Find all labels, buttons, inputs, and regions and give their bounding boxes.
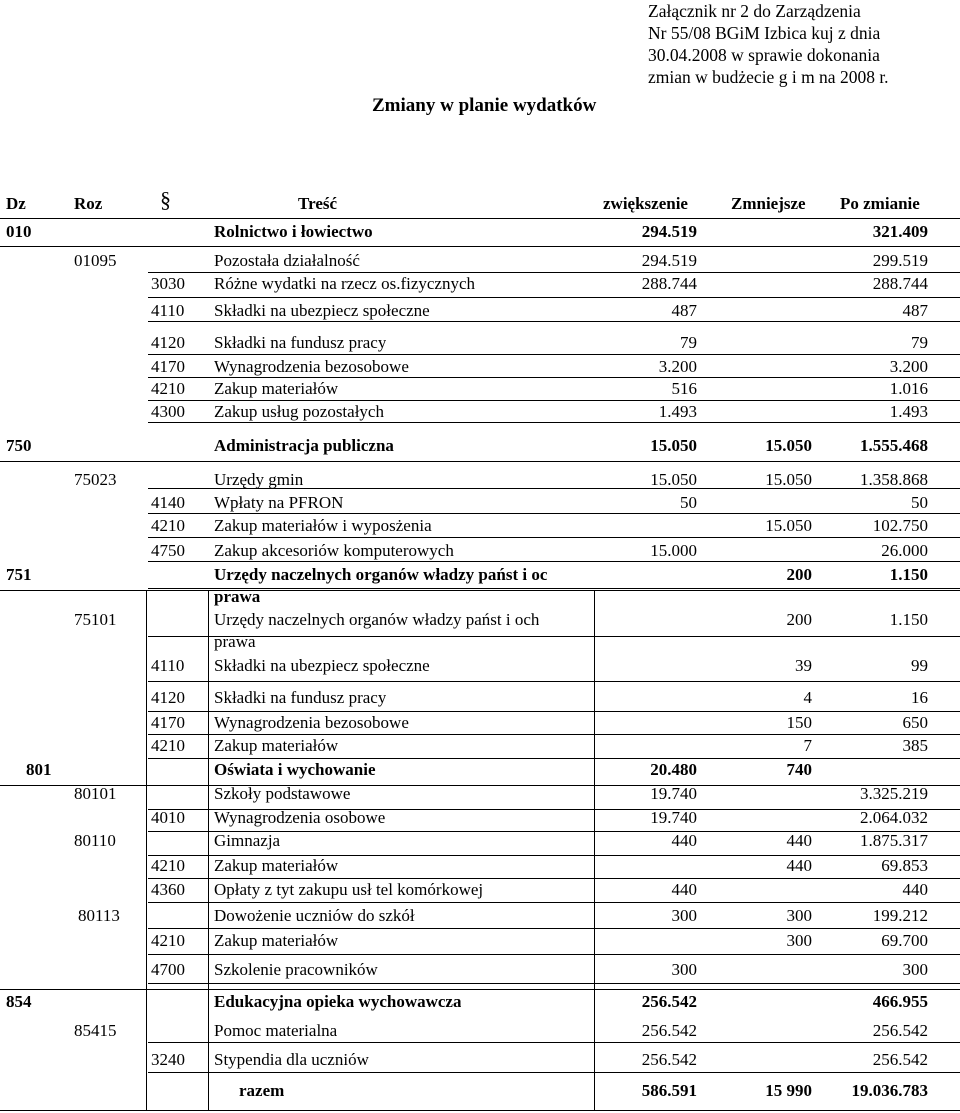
cell-zmniejsze: 200 (786, 565, 812, 584)
cell-tresc: Urzędy naczelnych organów władzy państ i och (214, 610, 540, 629)
cell-paragraph: 4700 (151, 960, 185, 979)
cell-zmniejsze: 300 (786, 906, 812, 925)
cell-po-zmianie: 256.542 (872, 1021, 928, 1040)
cell-roz: 80110 (74, 831, 116, 850)
annex-line: Nr 55/08 BGiM Izbica kuj z dnia (648, 23, 881, 43)
cell-po-zmianie: 16 (911, 688, 928, 707)
cell-zwiekszenie: 440 (671, 880, 697, 899)
cell-zmniejsze: 15.050 (765, 470, 812, 489)
row-rule (148, 377, 960, 378)
cell-paragraph: 4210 (151, 736, 185, 755)
cell-po-zmianie: 440 (902, 880, 928, 899)
cell-zwiekszenie: 300 (671, 906, 697, 925)
cell-paragraph: 4210 (151, 931, 185, 950)
cell-paragraph: 4120 (151, 333, 185, 352)
row-rule (148, 855, 960, 856)
row-rule (148, 681, 960, 682)
row-rule (148, 561, 960, 562)
cell-po-zmianie: 1.150 (889, 610, 928, 629)
cell-paragraph: 4120 (151, 688, 185, 707)
total-label: razem (239, 1081, 285, 1100)
cell-zwiekszenie: 15.000 (650, 541, 697, 560)
col-header-paragraph: § (160, 187, 171, 212)
cell-zmniejsze: 7 (803, 736, 812, 755)
cell-tresc: Oświata i wychowanie (214, 760, 376, 779)
cell-tresc: Administracja publiczna (214, 436, 394, 455)
cell-po-zmianie: 3.200 (889, 357, 928, 376)
cell-po-zmianie: 199.212 (872, 906, 928, 925)
cell-zmniejsze: 150 (786, 713, 812, 732)
cell-zmniejsze: 300 (786, 931, 812, 950)
cell-tresc: Dowożenie uczniów do szkół (214, 906, 415, 925)
total-po-zmianie: 19.036.783 (851, 1081, 928, 1100)
cell-zmniejsze: 15.050 (765, 516, 812, 535)
cell-paragraph: 4300 (151, 402, 185, 421)
cell-po-zmianie: 466.955 (872, 992, 928, 1011)
cell-po-zmianie: 321.409 (872, 222, 928, 241)
cell-po-zmianie: 102.750 (872, 516, 928, 535)
col-header-zwiekszenie: zwiększenie (603, 194, 688, 213)
cell-zwiekszenie: 1.493 (658, 402, 697, 421)
cell-po-zmianie: 79 (911, 333, 928, 352)
row-rule (148, 983, 960, 984)
cell-paragraph: 3240 (151, 1050, 185, 1069)
annex-line: Załącznik nr 2 do Zarządzenia (648, 1, 861, 21)
cell-tresc: Zakup akcesoriów komputerowych (214, 541, 454, 560)
cell-zmniejsze: 39 (795, 656, 812, 675)
cell-zmniejsze: 15.050 (765, 436, 812, 455)
cell-zwiekszenie: 487 (671, 301, 697, 320)
cell-tresc: Pomoc materialna (214, 1021, 338, 1040)
cell-zwiekszenie: 256.542 (641, 992, 697, 1011)
cell-dz: 750 (6, 436, 32, 455)
column-rule (146, 590, 147, 1110)
row-rule (148, 1042, 960, 1043)
cell-tresc: Szkolenie pracowników (214, 960, 378, 979)
cell-dz: 801 (26, 760, 52, 779)
row-rule (148, 488, 960, 489)
cell-zwiekszenie: 256.542 (641, 1021, 697, 1040)
cell-paragraph: 4210 (151, 516, 185, 535)
cell-paragraph: 4140 (151, 493, 185, 512)
cell-po-zmianie: 1.875.317 (860, 831, 928, 850)
cell-tresc: Gimnazja (214, 831, 281, 850)
cell-zwiekszenie: 294.519 (641, 251, 697, 270)
row-rule (0, 989, 960, 990)
cell-tresc: Składki na fundusz pracy (214, 688, 387, 707)
column-rule (594, 590, 595, 1110)
cell-tresc: Urzędy naczelnych organów władzy państ i oc (214, 565, 548, 584)
cell-po-zmianie: 288.744 (872, 274, 928, 293)
cell-zwiekszenie: 440 (671, 831, 697, 850)
row-rule (148, 400, 960, 401)
cell-tresc: Szkoły podstawowe (214, 784, 351, 803)
row-rule (148, 513, 960, 514)
cell-po-zmianie: 300 (902, 960, 928, 979)
row-rule (0, 785, 960, 786)
row-rule (148, 928, 960, 929)
cell-zwiekszenie: 20.480 (650, 760, 697, 779)
row-rule (148, 954, 960, 955)
cell-tresc: Składki na ubezpiecz społeczne (214, 656, 430, 675)
cell-zwiekszenie: 79 (680, 333, 697, 352)
row-rule (148, 1072, 960, 1073)
col-header-po-zmianie: Po zmianie (840, 194, 920, 213)
row-rule (148, 878, 960, 879)
col-header-dz: Dz (6, 194, 26, 213)
cell-po-zmianie: 1.555.468 (860, 436, 928, 455)
cell-zwiekszenie: 15.050 (650, 436, 697, 455)
cell-tresc-continued: prawa (214, 587, 261, 606)
cell-tresc: Zakup materiałów (214, 931, 339, 950)
cell-po-zmianie: 1.493 (889, 402, 928, 421)
cell-tresc: Wynagrodzenia osobowe (214, 808, 386, 827)
cell-zwiekszenie: 256.542 (641, 1050, 697, 1069)
cell-tresc: Wynagrodzenia bezosobowe (214, 357, 409, 376)
cell-zwiekszenie: 50 (680, 493, 697, 512)
annex-line: zmian w budżecie g i m na 2008 r. (648, 67, 889, 87)
col-header-zmniejsze: Zmniejsze (731, 194, 806, 213)
annex-line: 30.04.2008 w sprawie dokonania (648, 45, 880, 65)
cell-po-zmianie: 99 (911, 656, 928, 675)
cell-tresc: Zakup materiałów (214, 856, 339, 875)
cell-zwiekszenie: 19.740 (650, 784, 697, 803)
row-rule (148, 831, 960, 832)
cell-tresc: Wpłaty na PFRON (214, 493, 344, 512)
cell-zmniejsze: 4 (803, 688, 812, 707)
row-rule (148, 758, 960, 759)
cell-zmniejsze: 440 (786, 831, 812, 850)
row-rule (148, 272, 960, 273)
cell-tresc: Składki na ubezpiecz społeczne (214, 301, 430, 320)
cell-zwiekszenie: 294.519 (641, 222, 697, 241)
cell-zwiekszenie: 3.200 (658, 357, 697, 376)
cell-zwiekszenie: 516 (671, 379, 697, 398)
cell-zwiekszenie: 288.744 (641, 274, 697, 293)
cell-po-zmianie: 487 (902, 301, 928, 320)
cell-dz: 854 (6, 992, 32, 1011)
cell-po-zmianie: 69.853 (881, 856, 928, 875)
cell-po-zmianie: 3.325.219 (860, 784, 928, 803)
cell-po-zmianie: 2.064.032 (860, 808, 928, 827)
row-rule (148, 537, 960, 538)
cell-tresc: Wynagrodzenia bezosobowe (214, 713, 409, 732)
cell-zwiekszenie: 15.050 (650, 470, 697, 489)
row-rule (148, 809, 960, 810)
total-zmniejsze: 15 990 (765, 1081, 812, 1100)
cell-po-zmianie: 1.358.868 (860, 470, 928, 489)
cell-tresc: Różne wydatki na rzecz os.fizycznych (214, 274, 476, 293)
cell-po-zmianie: 26.000 (881, 541, 928, 560)
cell-po-zmianie: 650 (902, 713, 928, 732)
total-zwiekszenie: 586.591 (641, 1081, 697, 1100)
cell-paragraph: 4110 (151, 301, 185, 320)
row-rule (148, 734, 960, 735)
cell-roz: 75101 (74, 610, 117, 629)
cell-tresc: Zakup materiałów (214, 379, 339, 398)
cell-paragraph: 4210 (151, 856, 185, 875)
cell-paragraph: 4360 (151, 880, 185, 899)
cell-paragraph: 4170 (151, 357, 185, 376)
row-rule (148, 321, 960, 322)
cell-tresc-continued: prawa (214, 632, 256, 651)
cell-po-zmianie: 1.016 (889, 379, 928, 398)
cell-zwiekszenie: 300 (671, 960, 697, 979)
row-rule (0, 218, 960, 219)
cell-dz: 751 (6, 565, 32, 584)
cell-po-zmianie: 50 (911, 493, 928, 512)
cell-paragraph: 4170 (151, 713, 185, 732)
cell-tresc: Stypendia dla uczniów (214, 1050, 369, 1069)
cell-po-zmianie: 69.700 (881, 931, 928, 950)
cell-po-zmianie: 385 (902, 736, 928, 755)
cell-paragraph: 4750 (151, 541, 185, 560)
cell-tresc: Zakup usług pozostałych (214, 402, 384, 421)
cell-paragraph: 3030 (151, 274, 185, 293)
row-rule (0, 590, 960, 591)
row-rule (0, 246, 960, 247)
row-rule (0, 461, 960, 462)
cell-zmniejsze: 440 (786, 856, 812, 875)
cell-roz: 01095 (74, 251, 117, 270)
cell-tresc: Zakup materiałów i wyposżenia (214, 516, 432, 535)
row-rule (148, 902, 960, 903)
row-rule (0, 1110, 960, 1111)
cell-zwiekszenie: 19.740 (650, 808, 697, 827)
row-rule (148, 711, 960, 712)
cell-paragraph: 4010 (151, 808, 185, 827)
row-rule (148, 354, 960, 355)
cell-zmniejsze: 740 (786, 760, 812, 779)
cell-po-zmianie: 256.542 (872, 1050, 928, 1069)
cell-roz: 75023 (74, 470, 117, 489)
cell-tresc: Zakup materiałów (214, 736, 339, 755)
cell-dz: 010 (6, 222, 32, 241)
cell-zmniejsze: 200 (786, 610, 812, 629)
col-header-roz: Roz (74, 194, 103, 213)
row-rule (148, 636, 960, 637)
row-rule (148, 588, 960, 589)
cell-po-zmianie: 299.519 (872, 251, 928, 270)
page-title: Zmiany w planie wydatków (372, 95, 597, 116)
cell-tresc: Edukacyjna opieka wychowawcza (214, 992, 462, 1011)
cell-tresc: Składki na fundusz pracy (214, 333, 387, 352)
cell-roz: 80113 (78, 906, 120, 925)
column-rule (208, 590, 209, 1110)
cell-paragraph: 4210 (151, 379, 185, 398)
cell-roz: 80101 (74, 784, 117, 803)
cell-po-zmianie: 1.150 (889, 565, 928, 584)
cell-tresc: Pozostała działalność (214, 251, 360, 270)
col-header-tresc: Treść (298, 194, 338, 213)
cell-tresc: Rolnictwo i łowiectwo (214, 222, 373, 241)
row-rule (148, 297, 960, 298)
cell-roz: 85415 (74, 1021, 117, 1040)
cell-tresc: Opłaty z tyt zakupu usł tel komórkowej (214, 880, 484, 899)
row-rule (148, 422, 960, 423)
cell-paragraph: 4110 (151, 656, 185, 675)
cell-tresc: Urzędy gmin (214, 470, 304, 489)
